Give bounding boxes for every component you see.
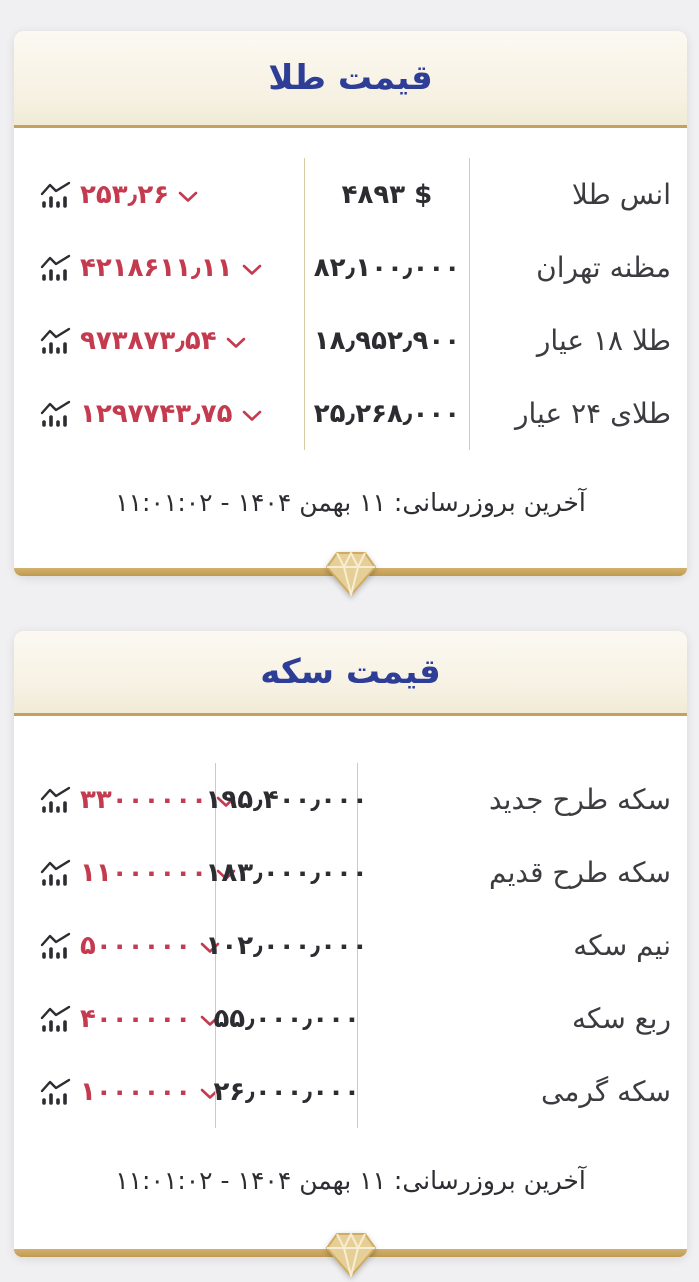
gold-card-header	[14, 31, 687, 128]
price-value: ۱۰۲٫۰۰۰٫۰۰۰	[205, 930, 368, 961]
price-row	[14, 982, 687, 1055]
change-value: ۴۰۰۰۰۰۰	[80, 1003, 192, 1034]
price-change-cell	[14, 982, 215, 1055]
price-label: نیم سکه	[573, 929, 671, 962]
price-value-cell	[304, 377, 470, 450]
gold-last-update: آخرین بروزرسانی: ۱۱ بهمن ۱۴۰۴ - ۱۱:۰۱:۰۲	[115, 488, 586, 517]
chart-trend-icon[interactable]	[40, 1005, 71, 1032]
price-row	[14, 158, 687, 231]
price-value: ۸۲٫۱۰۰٫۰۰۰	[313, 252, 461, 283]
price-row	[14, 304, 687, 377]
price-row	[14, 377, 687, 450]
price-value-cell	[215, 982, 358, 1055]
coin-last-update: آخرین بروزرسانی: ۱۱ بهمن ۱۴۰۴ - ۱۱:۰۱:۰۲	[115, 1166, 586, 1195]
price-label: انس طلا	[571, 178, 671, 211]
price-value-cell	[215, 1055, 358, 1128]
chart-trend-icon[interactable]	[40, 1078, 71, 1105]
price-row	[14, 909, 687, 982]
price-label-cell	[358, 909, 687, 982]
price-value: ۱۸٫۹۵۲٫۹۰۰	[313, 325, 461, 356]
price-change-cell	[14, 836, 215, 909]
price-row	[14, 763, 687, 836]
price-label: سکه طرح جدید	[488, 783, 671, 816]
price-label-cell	[470, 377, 687, 450]
chevron-down-icon	[242, 410, 262, 422]
coin-price-card	[14, 631, 687, 1257]
price-label: سکه گرمی	[541, 1075, 671, 1108]
change-value: ۹۷۳۸۷۳٫۵۴	[80, 325, 217, 356]
change-value: ۴۲۱۸۶۱۱٫۱۱	[80, 252, 233, 283]
change-value: ۱۰۰۰۰۰۰	[80, 1076, 192, 1107]
price-label: ربع سکه	[571, 1002, 671, 1035]
price-row	[14, 836, 687, 909]
price-row	[14, 1055, 687, 1128]
price-label-cell	[358, 1055, 687, 1128]
price-value: ۴۸۹۳ $	[341, 179, 433, 210]
price-change-cell	[14, 304, 304, 377]
price-row	[14, 231, 687, 304]
diamond-icon	[321, 1226, 381, 1282]
price-change-cell	[14, 763, 215, 836]
price-change-cell	[14, 377, 304, 450]
chart-trend-icon[interactable]	[40, 181, 71, 208]
chart-trend-icon[interactable]	[40, 859, 71, 886]
chart-trend-icon[interactable]	[40, 932, 71, 959]
gold-price-table	[14, 158, 687, 450]
price-change-cell	[14, 231, 304, 304]
price-change-cell	[14, 1055, 215, 1128]
chart-trend-icon[interactable]	[40, 786, 71, 813]
price-label: سکه طرح قدیم	[488, 856, 671, 889]
price-label: طلا ۱۸ عیار	[536, 324, 671, 357]
change-value: ۱۲۹۷۷۴۳٫۷۵	[80, 398, 233, 429]
price-label: طلای ۲۴ عیار	[515, 397, 671, 430]
diamond-icon	[321, 545, 381, 601]
price-value-cell	[304, 231, 470, 304]
price-label-cell	[358, 982, 687, 1055]
chart-trend-icon[interactable]	[40, 327, 71, 354]
price-label-cell	[470, 231, 687, 304]
price-value-cell	[205, 763, 368, 836]
price-label: مظنه تهران	[536, 251, 671, 284]
coin-card-header	[14, 631, 687, 716]
price-label-cell	[470, 304, 687, 377]
price-change-cell	[14, 909, 215, 982]
price-value-cell	[304, 304, 470, 377]
price-change-cell	[14, 158, 304, 231]
price-value: ۱۸۳٫۰۰۰٫۰۰۰	[205, 857, 368, 888]
price-value: ۵۵٫۰۰۰٫۰۰۰	[213, 1003, 360, 1034]
gold-price-card	[14, 31, 687, 576]
chart-trend-icon[interactable]	[40, 254, 71, 281]
change-value: ۱۱۰۰۰۰۰۰	[80, 857, 207, 888]
price-value-cell	[205, 836, 368, 909]
price-value: ۲۶٫۰۰۰٫۰۰۰	[213, 1076, 360, 1107]
price-label-cell	[358, 836, 687, 909]
chevron-down-icon	[242, 264, 262, 276]
price-value: ۱۹۵٫۴۰۰٫۰۰۰	[205, 784, 368, 815]
gold-card-title: قیمت طلا	[268, 58, 433, 98]
chart-trend-icon[interactable]	[40, 400, 71, 427]
chevron-down-icon	[226, 337, 246, 349]
change-value: ۵۰۰۰۰۰۰	[80, 930, 192, 961]
price-value: ۲۵٫۲۶۸٫۰۰۰	[313, 398, 461, 429]
change-value: ۳۳۰۰۰۰۰۰	[80, 784, 207, 815]
price-value-cell	[205, 909, 368, 982]
coin-price-table	[14, 763, 687, 1128]
price-label-cell	[358, 763, 687, 836]
price-value-cell	[304, 158, 470, 231]
price-label-cell	[470, 158, 687, 231]
coin-card-title: قیمت سکه	[260, 652, 441, 692]
chevron-down-icon	[178, 191, 198, 203]
change-value: ۲۵۳٫۲۶	[80, 179, 170, 210]
